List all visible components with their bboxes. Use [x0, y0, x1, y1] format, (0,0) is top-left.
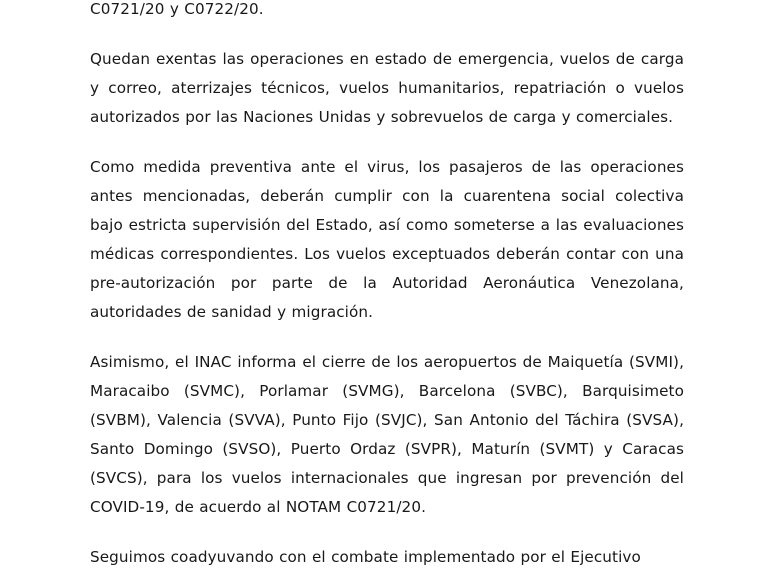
paragraph-exenciones: Quedan exentas las operaciones en estado de emergencia, vuelos de carga y correo, aterrizajes técnicos, vuelos humanitarios, repatriación o vuelos autorizados por las Naciones Unidas y sobrevuelos de carga y comerciales.: [90, 50, 684, 126]
paragraph-medida-preventiva: Como medida preventiva ante el virus, los pasajeros de las operaciones antes mencionadas, deberán cumplir con la cuarentena social colectiva bajo estricta supervisión del Estado, así como someterse a las evaluaciones médicas correspondientes. Los vuelos exceptuados deberán contar con una pre-autorización por parte de la Autoridad Aeronáutica Venezolana, autoridades de sanidad y migración.: [90, 158, 684, 321]
paragraph-cierre-aeropuertos: Asimismo, el INAC informa el cierre de los aeropuertos de Maiquetía (SVMI), Maracaibo (SVMC), Porlamar (SVMG), Barcelona (SVBC), Barquisimeto (SVBM), Valencia (SVVA), Punto Fijo (SVJC), San Antonio del Táchira (SVSA), Santo Domingo (SVSO), Puerto Ordaz (SVPR), Maturín (SVMT) y Caracas (SVCS), para los vuelos internacionales que ingresan por prevención del COVID-19, de acuerdo al NOTAM C0721/20.: [90, 353, 684, 516]
paragraph-notam-ref: C0721/20 y C0722/20.: [90, 0, 264, 18]
paragraph-coadyuvando: Seguimos coadyuvando con el combate implementado por el Ejecutivo: [90, 548, 641, 566]
document-body: [90, 0, 684, 572]
